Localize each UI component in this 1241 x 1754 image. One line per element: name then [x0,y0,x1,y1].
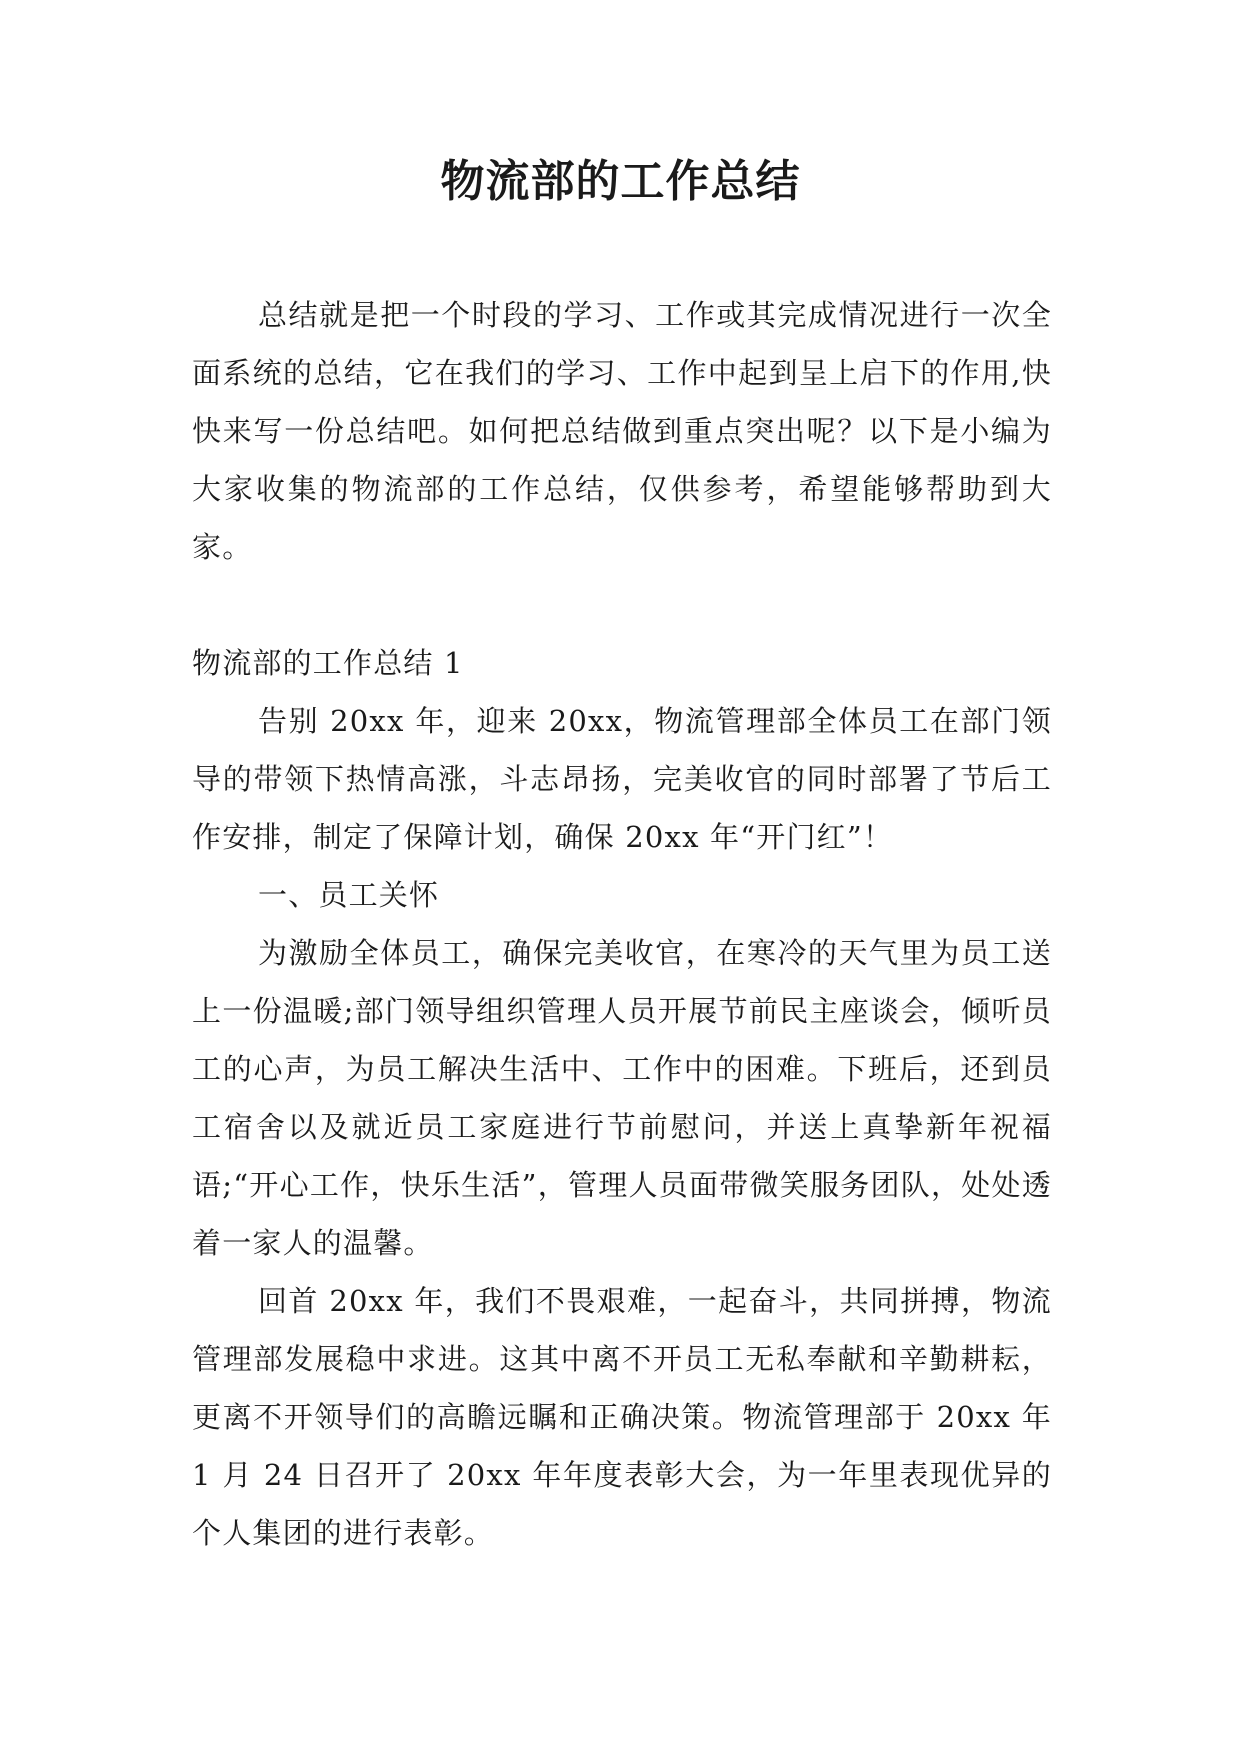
paragraph-1: 告别 20xx 年，迎来 20xx，物流管理部全体员工在部门领导的带领下热情高涨，斗志昂扬，完美收官的同时部署了节后工作安排，制定了保障计划，确保 20xx 年“开门红”！ [192,704,1052,854]
subheading-employee-care: 一、员工关怀 [258,878,440,912]
section-heading: 物流部的工作总结 1 [192,646,464,680]
paragraph-3: 回首 20xx 年，我们不畏艰难，一起奋斗，共同拼搏，物流管理部发展稳中求进。这其中离不开员工无私奉献和辛勤耕耘，更离不开领导们的高瞻远瞩和正确决策。物流管理部于 20xx 年 1 月 24 日召开了 20xx 年年度表彰大会，为一年里表现优异的个人集团的进行表彰。 [192,1284,1052,1550]
paragraph-2: 为激励全体员工，确保完美收官，在寒冷的天气里为员工送上一份温暖;部门领导组织管理人员开展节前民主座谈会，倾听员工的心声，为员工解决生活中、工作中的困难。下班后，还到员工宿舍以及就近员工家庭进行节前慰问，并送上真挚新年祝福语;“开心工作，快乐生活”，管理人员面带微笑服务团队，处处透着一家人的温馨。 [192,936,1052,1260]
document-title: 物流部的工作总结 [440,156,801,207]
intro-paragraph: 总结就是把一个时段的学习、工作或其完成情况进行一次全面系统的总结，它在我们的学习、工作中起到呈上启下的作用,快快来写一份总结吧。如何把总结做到重点突出呢？以下是小编为大家收集的物流部的工作总结，仅供参考，希望能够帮助到大家。 [192,298,1052,564]
